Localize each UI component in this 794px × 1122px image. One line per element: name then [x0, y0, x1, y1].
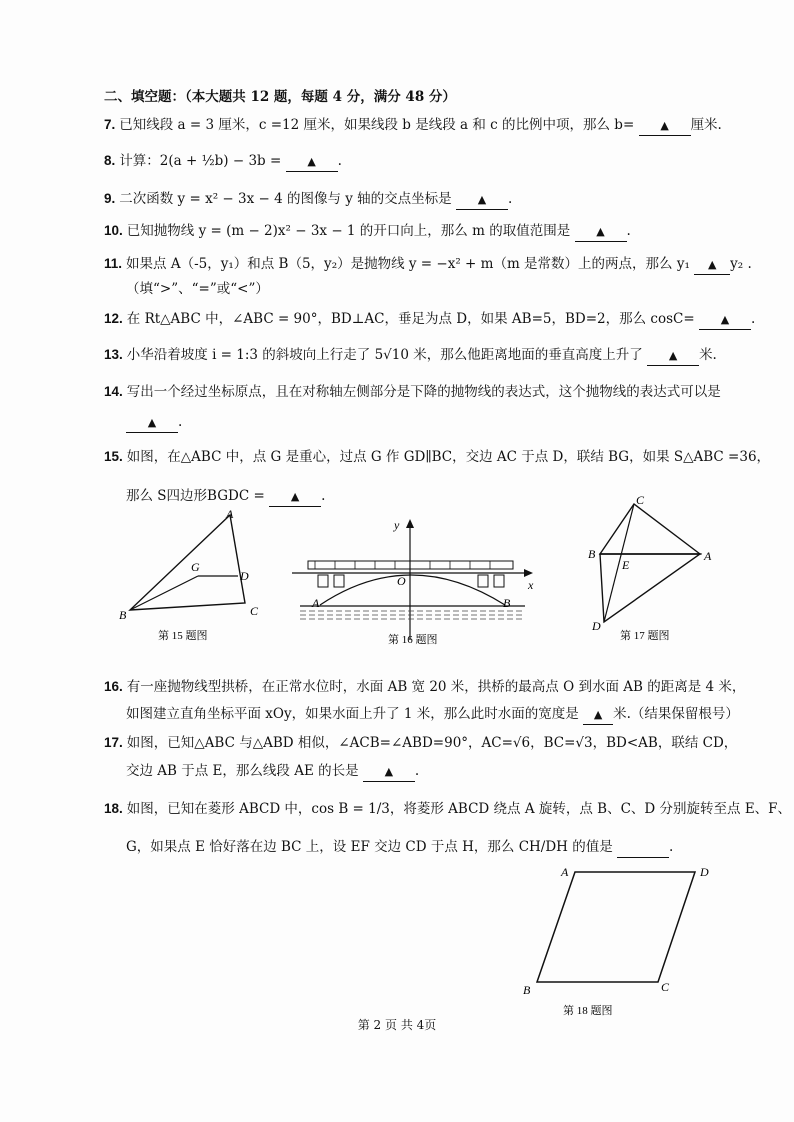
section-title: 二、填空题：（本大题共 12 题，每题 4 分，满分 48 分）: [104, 89, 456, 105]
label-d: D: [240, 569, 249, 583]
q-after: 厘米.: [690, 117, 722, 133]
answer-blank[interactable]: [617, 839, 669, 858]
label-c: C: [636, 493, 645, 507]
caption-15: 第 15 题图: [158, 630, 208, 642]
label-a: A: [561, 865, 569, 879]
q-number: 16.: [104, 679, 123, 694]
label-a: A: [312, 596, 320, 610]
q-line2: 如图建立直角坐标平面 xOy，如果水面上升了 1 米，那么此时水面的宽度是: [126, 706, 579, 722]
label-b: B: [119, 608, 127, 622]
label-g: G: [191, 560, 200, 574]
question-9: [104, 190, 512, 210]
bridge-piers: [318, 575, 504, 587]
question-17: [104, 734, 737, 752]
q-number: 8.: [104, 153, 116, 168]
q-after: .: [178, 414, 183, 430]
label-b: B: [523, 983, 531, 997]
parabola-arch: [320, 575, 505, 605]
answer-blank[interactable]: ▲: [694, 256, 730, 275]
q-after: 米.（结果保留根号）: [613, 706, 739, 722]
q-text: 如图，已知△ABC 与△ABD 相似，∠ACB=∠ABD=90°，AC=√6，BC=√3，BD<AB，联结 CD，: [126, 735, 738, 751]
q-after: .: [507, 191, 513, 207]
q-line2: G，如果点 E 恰好落在边 BC 上，设 EF 交边 CD 于点 H，那么 CH/DH 的值是: [126, 839, 613, 855]
label-a: A: [704, 549, 712, 563]
label-d: D: [592, 619, 601, 633]
page-footer: 第 2 页 共 4页: [357, 1018, 437, 1032]
q-number: 18.: [104, 801, 123, 816]
q-text: 计算：2(a + ½b) − 3b =: [119, 153, 282, 169]
question-17-line2: [126, 762, 419, 782]
figure-17: [582, 492, 722, 647]
q-after: 米.: [699, 347, 717, 363]
answer-blank[interactable]: ▲: [699, 311, 751, 330]
q-text: 二次函数 y = x² − 3x − 4 的图像与 y 轴的交点坐标是: [119, 191, 452, 207]
label-o: O: [397, 574, 406, 588]
q-number: 17.: [104, 735, 123, 750]
figure-15: [110, 505, 280, 650]
question-15: [104, 448, 770, 466]
answer-blank[interactable]: ▲: [639, 117, 691, 136]
question-18-line2: [126, 838, 673, 858]
triangle-abd: [600, 554, 700, 622]
caption-18: 第 18 题图: [563, 1005, 613, 1017]
q-after: .: [337, 153, 342, 169]
q-text: 如图，已知在菱形 ABCD 中，cos B = 1/3，将菱形 ABCD 绕点 A 旋转，点 B、C、D 分别旋转至点 E、F、: [126, 801, 792, 817]
answer-blank[interactable]: ▲: [583, 706, 613, 725]
segment-bg: [130, 576, 198, 610]
question-13: [104, 346, 717, 366]
q-after: .: [321, 488, 326, 504]
label-a: A: [226, 507, 234, 521]
q-text: 已知线段 a = 3 厘米，c =12 厘米，如果线段 b 是线段 a 和 c 的比例中项，那么 b=: [119, 117, 635, 133]
question-12: [104, 310, 755, 330]
triangle-abc: [130, 515, 245, 610]
y-arrow: [406, 519, 414, 528]
label-e: E: [622, 558, 630, 572]
q-text: 如图，在△ABC 中，点 G 是重心，过点 G 作 GD∥BC，交边 AC 于点 D，联结 BG，如果 S△ABC =36，: [126, 449, 771, 465]
question-8: [104, 152, 342, 172]
q-text: 写出一个经过坐标原点，且在对称轴左侧部分是下降的抛物线的表达式，这个抛物线的表达式可以是: [126, 384, 721, 400]
question-15-line2: [126, 487, 325, 507]
answer-blank[interactable]: ▲: [575, 223, 627, 242]
q-text: 如果点 A（-5，y₁）和点 B（5，y₂）是抛物线 y = −x² + m（m 是常数）上的两点，那么 y₁: [126, 256, 690, 272]
q-line2: 交边 AB 于点 E，那么线段 AE 的长是: [126, 763, 359, 779]
answer-blank[interactable]: ▲: [363, 763, 415, 782]
answer-blank[interactable]: ▲: [269, 488, 321, 507]
x-arrow: [524, 569, 533, 577]
question-10: [104, 222, 631, 242]
triangle-abc: [600, 504, 700, 554]
question-11-line2: （填“>”、“=”或“<”）: [126, 281, 269, 297]
question-7: [104, 116, 722, 136]
q-after: y₂ .: [730, 256, 752, 272]
answer-blank[interactable]: ▲: [456, 191, 508, 210]
label-x: x: [528, 578, 534, 592]
question-14-line2: [126, 413, 182, 433]
q-text: 有一座抛物线型拱桥，在正常水位时，水面 AB 宽 20 米，拱桥的最高点 O 到水面 AB 的距离是 4 米，: [126, 679, 746, 695]
figure-18: [515, 860, 725, 1020]
question-18: [104, 800, 791, 818]
question-16: [104, 678, 745, 696]
q-after: .: [750, 311, 756, 327]
q-line2: 那么 S四边形BGDC =: [126, 488, 265, 504]
label-b: B: [588, 547, 596, 561]
q-number: 11.: [104, 256, 123, 271]
answer-blank[interactable]: ▲: [286, 153, 338, 172]
q-number: 9.: [104, 191, 116, 206]
rhombus-abcd: [537, 872, 695, 982]
water-lines: [300, 611, 525, 619]
caption-17: 第 17 题图: [620, 630, 670, 642]
q-text: 在 Rt△ABC 中，∠ABC = 90°，BD⊥AC，垂足为点 D，如果 AB=5，BD=2，那么 cosC=: [126, 311, 695, 327]
label-b: B: [503, 596, 511, 610]
figure-16: [290, 515, 540, 650]
q-after: .: [626, 223, 631, 239]
label-y: y: [394, 518, 400, 532]
bridge-railing: [315, 561, 490, 569]
answer-blank[interactable]: ▲: [647, 347, 699, 366]
q-number: 14.: [104, 384, 123, 399]
answer-blank[interactable]: ▲: [126, 414, 178, 433]
question-14: [104, 383, 721, 401]
q-number: 12.: [104, 311, 123, 326]
label-c: C: [250, 604, 259, 618]
q-text: 已知抛物线 y = (m − 2)x² − 3x − 1 的开口向上，那么 m 的取值范围是: [126, 223, 571, 239]
q-number: 15.: [104, 449, 123, 464]
label-d: D: [700, 865, 709, 879]
question-16-line2: [126, 705, 739, 725]
q-number: 13.: [104, 347, 123, 362]
q-text: 小华沿着坡度 i = 1:3 的斜坡向上行走了 5√10 米，那么他距离地面的垂直高度上升了: [126, 347, 643, 363]
caption-16: 第 16 题图: [388, 634, 438, 646]
label-c: C: [661, 980, 670, 994]
q-number: 7.: [104, 117, 116, 132]
q-after: .: [669, 839, 674, 855]
q-after: .: [414, 763, 420, 779]
question-11: [104, 255, 752, 275]
q-number: 10.: [104, 223, 123, 238]
